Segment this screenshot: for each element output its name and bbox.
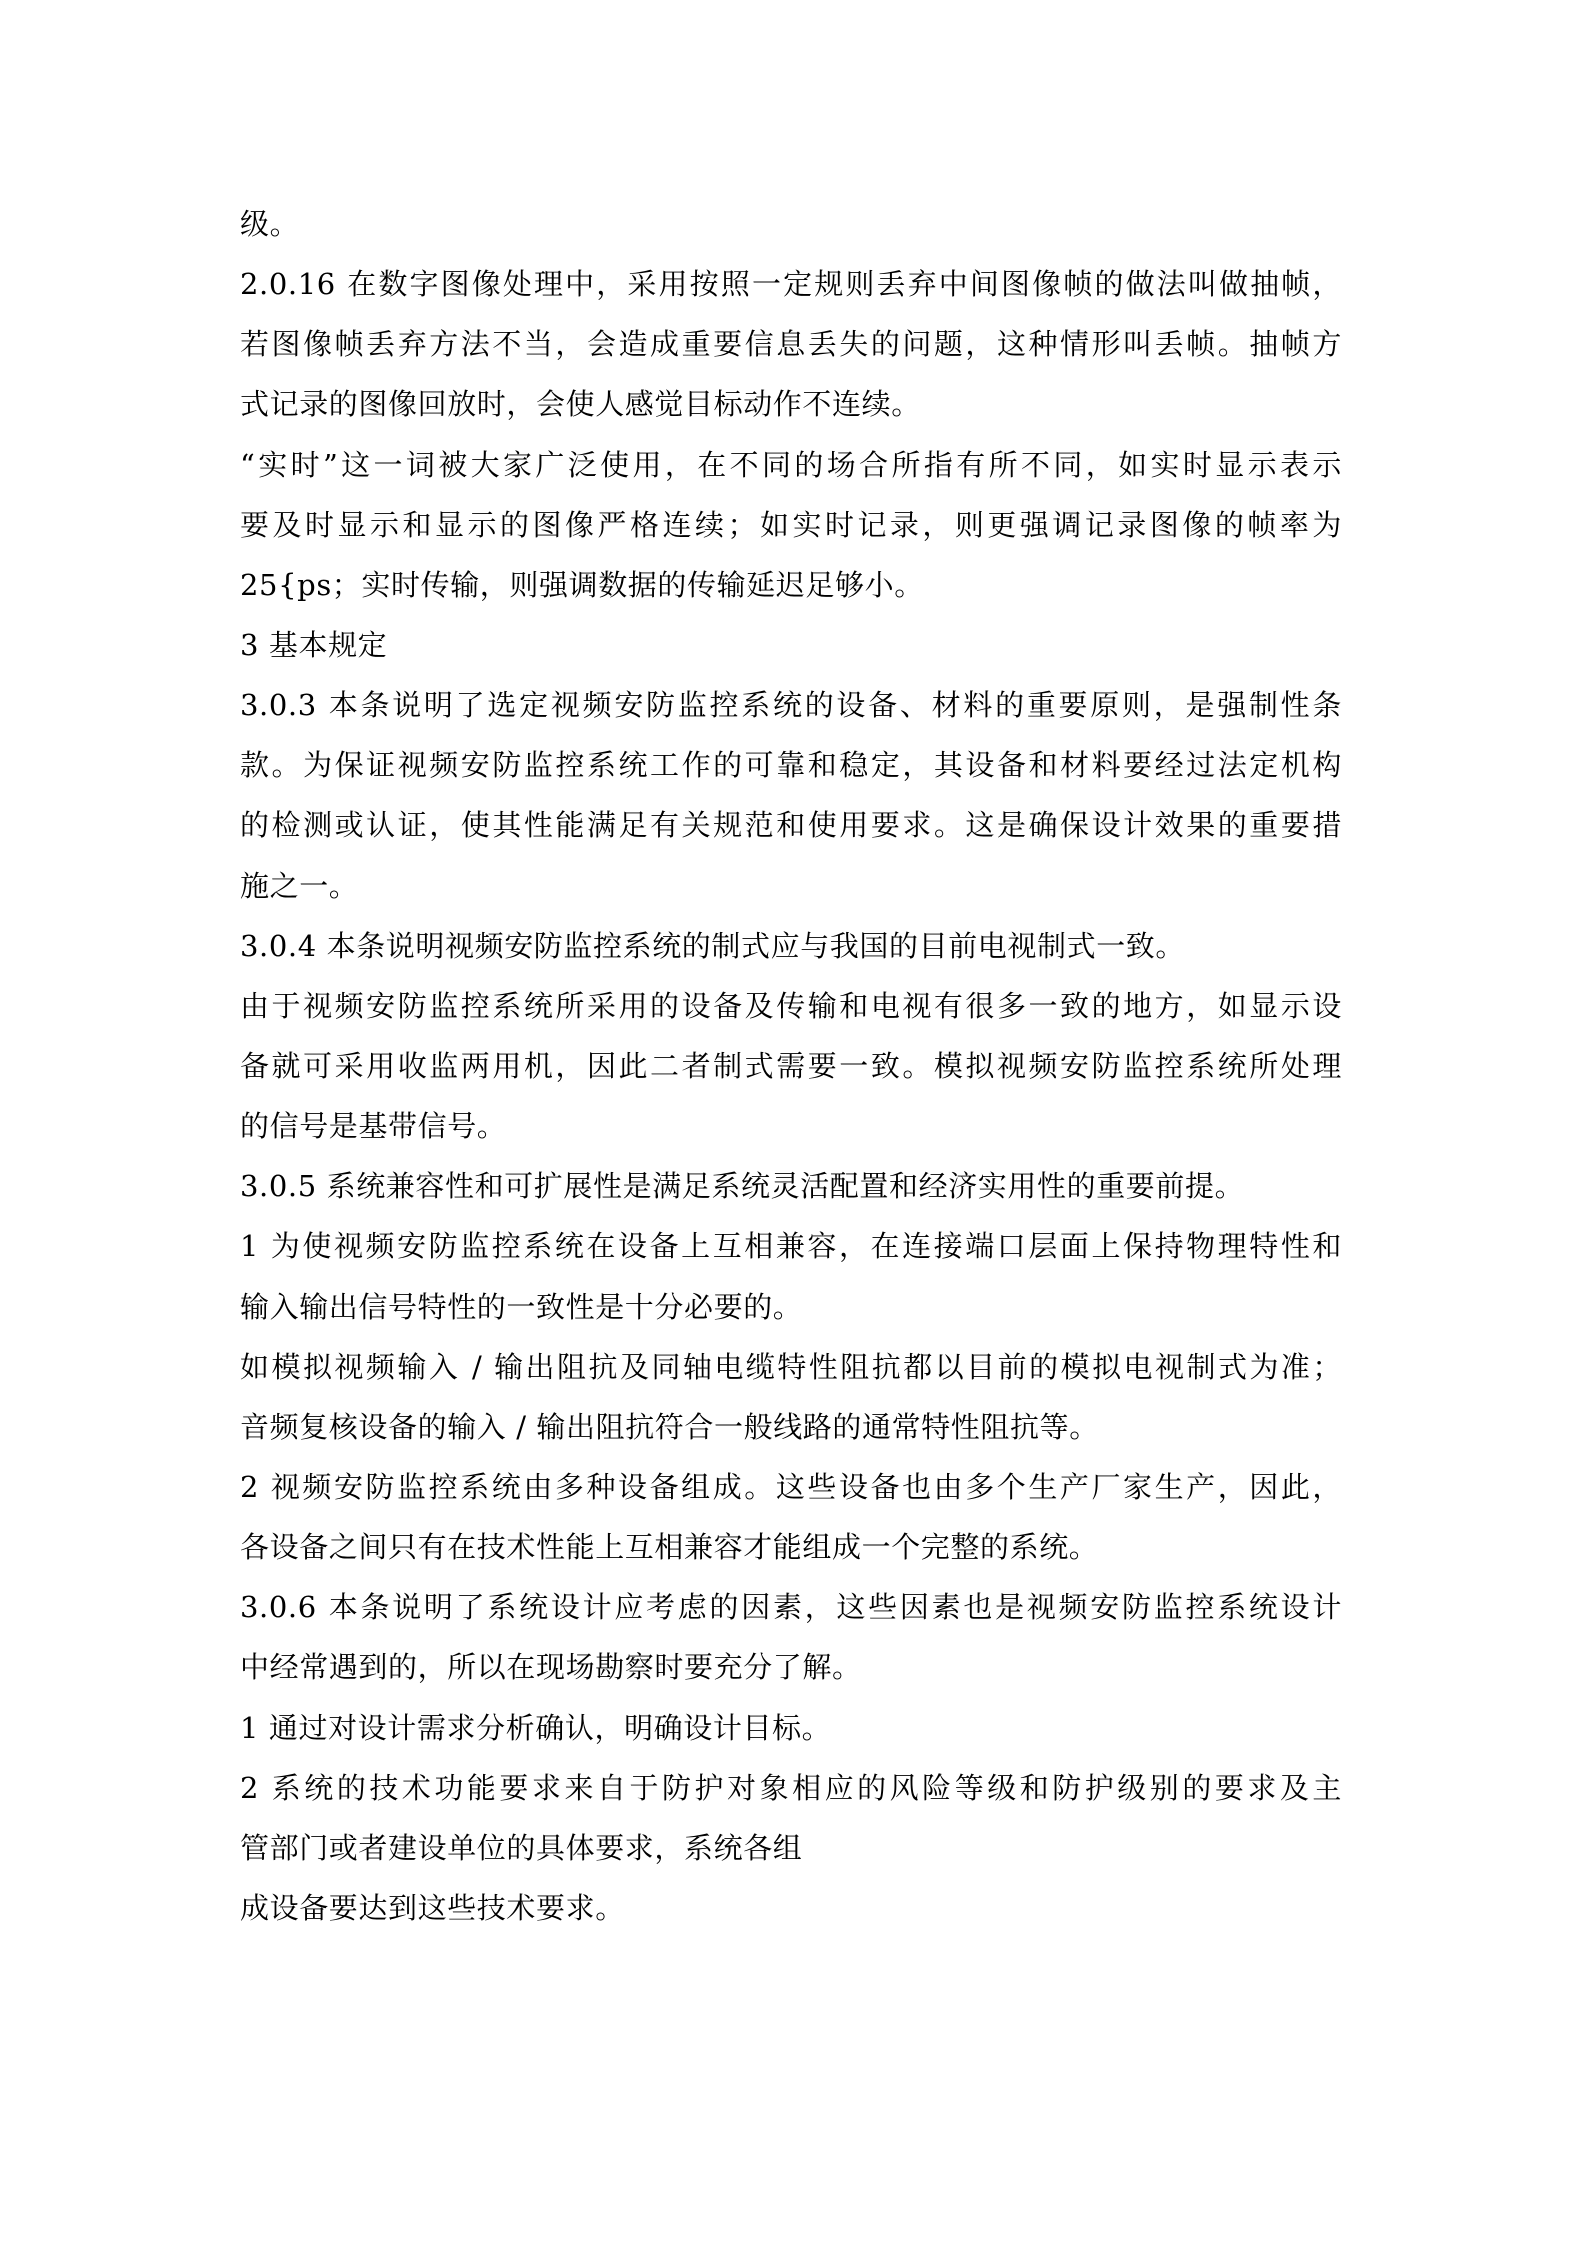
paragraph	[240, 1577, 1342, 1697]
text-line: 若图像帧丢弃方法不当，会造成重要信息丢失的问题，这种情形叫丢帧。抽帧方	[240, 327, 1342, 362]
paragraph	[240, 1758, 1342, 1938]
text-line: 3.0.4 本条说明视频安防监控系统的制式应与我国的目前电视制式一致。	[240, 928, 1186, 963]
text-line: 要及时显示和显示的图像严格连续；如实时记录，则更强调记录图像的帧率为	[240, 507, 1342, 542]
paragraph	[240, 976, 1342, 1156]
text-line: 2 系统的技术功能要求来自于防护对象相应的风险等级和防护级别的要求及主	[240, 1770, 1342, 1805]
text-line: 由于视频安防监控系统所采用的设备及传输和电视有很多一致的地方，如显示设	[240, 988, 1342, 1023]
text-line: “实时”这一词被大家广泛使用，在不同的场合所指有所不同，如实时显示表示	[240, 447, 1342, 482]
text-line: 成设备要达到这些技术要求。	[240, 1890, 625, 1925]
paragraph	[240, 435, 1342, 615]
text-line: 3.0.5 系统兼容性和可扩展性是满足系统灵活配置和经济实用性的重要前提。	[240, 1169, 1245, 1204]
text-line: 输入输出信号特性的一致性是十分必要的。	[240, 1289, 803, 1324]
text-line: 的信号是基带信号。	[240, 1109, 507, 1144]
text-line: 式记录的图像回放时，会使人感觉目标动作不连续。	[240, 387, 921, 422]
text-line: 3.0.6 本条说明了系统设计应考虑的因素，这些因素也是视频安防监控系统设计	[240, 1590, 1342, 1625]
text-line: 施之一。	[240, 868, 359, 903]
text-line: 如模拟视频输入 / 输出阻抗及同轴电缆特性阻抗都以目前的模拟电视制式为准；	[240, 1349, 1342, 1384]
text-line: 音频复核设备的输入 / 输出阻抗符合一般线路的通常特性阻抗等。	[240, 1409, 1099, 1444]
text-line: 中经常遇到的，所以在现场勘察时要充分了解。	[240, 1650, 862, 1685]
text-line: 2.0.16 在数字图像处理中，采用按照一定规则丢弃中间图像帧的做法叫做抽帧，	[240, 267, 1342, 302]
text-line: 备就可采用收监两用机，因此二者制式需要一致。模拟视频安防监控系统所处理	[240, 1048, 1342, 1083]
paragraph	[240, 1156, 1342, 1216]
paragraph	[240, 916, 1342, 976]
paragraph	[240, 254, 1342, 434]
text-line: 款。为保证视频安防监控系统工作的可靠和稳定，其设备和材料要经过法定机构	[240, 748, 1342, 783]
text-line: 1 为使视频安防监控系统在设备上互相兼容，在连接端口层面上保持物理特性和	[240, 1229, 1342, 1264]
paragraph	[240, 1457, 1342, 1577]
text-line: 2 视频安防监控系统由多种设备组成。这些设备也由多个生产厂家生产，因此，	[240, 1469, 1342, 1504]
paragraph	[240, 1698, 1342, 1758]
paragraph	[240, 675, 1342, 916]
text-line: 管部门或者建设单位的具体要求，系统各组	[240, 1830, 803, 1865]
document-body	[240, 194, 1342, 1938]
text-line: 3.0.3 本条说明了选定视频安防监控系统的设备、材料的重要原则，是强制性条	[240, 688, 1342, 723]
paragraph	[240, 1337, 1342, 1457]
text-line: 各设备之间只有在技术性能上互相兼容才能组成一个完整的系统。	[240, 1530, 1099, 1565]
paragraph	[240, 1216, 1342, 1336]
paragraph	[240, 194, 1342, 254]
text-line: 的检测或认证，使其性能满足有关规范和使用要求。这是确保设计效果的重要措	[240, 808, 1342, 843]
text-line: 3 基本规定	[240, 627, 388, 662]
text-line: 1 通过对设计需求分析确认，明确设计目标。	[240, 1710, 832, 1745]
section-heading	[240, 615, 1342, 675]
text-line: 级。	[240, 207, 300, 241]
text-line: 25{ps；实时传输，则强调数据的传输延迟足够小。	[240, 567, 924, 602]
